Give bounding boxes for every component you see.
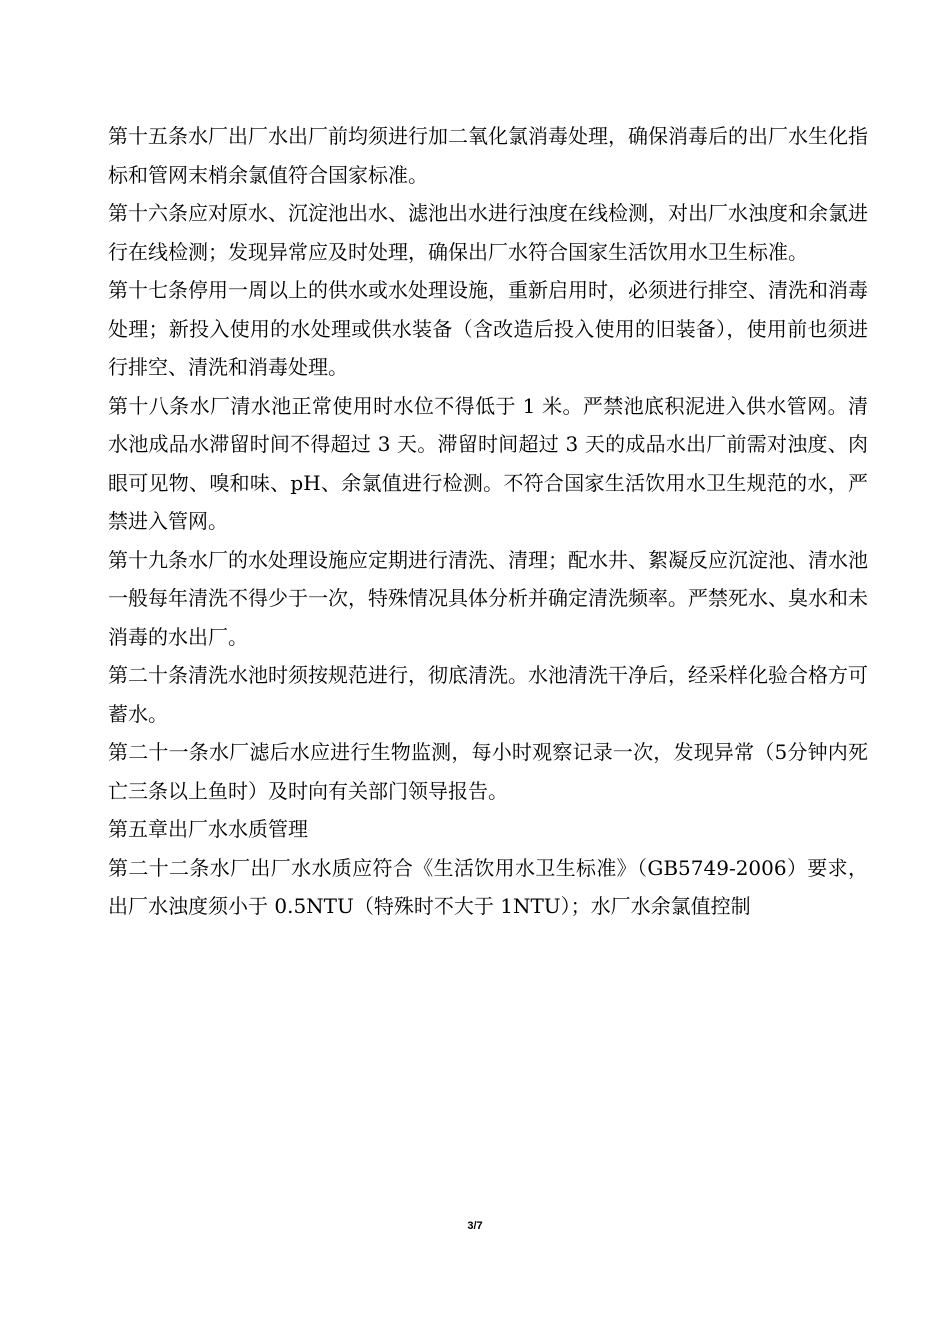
chapter-heading-5: 第五章出厂水水质管理 — [108, 817, 308, 841]
page-number: 3/7 — [467, 1220, 483, 1232]
paragraph-article-18: 第十八条水厂清水池正常使用时水位不得低于 1 米。严禁池底积泥进入供水管网。清水池成品水滞留时间不得超过 3 天。滞留时间超过 3 天的成品水出厂前需对浊度、肉眼可见物、嗅和味、pH、余氯值进行检测。不符合国家生活饮用水卫生规范的水，严禁进入管网。 — [108, 393, 868, 533]
paragraph-article-16: 第十六条应对原水、沉淀池出水、滤池出水进行浊度在线检测，对出厂水浊度和余氯进行在线检测；发现异常应及时处理，确保出厂水符合国家生活饮用水卫生标准。 — [108, 201, 868, 264]
paragraph-article-19: 第十九条水厂的水处理设施应定期进行清洗、清理；配水井、絮凝反应沉淀池、清水池一般每年清洗不得少于一次，特殊情况具体分析并确定清洗频率。严禁死水、臭水和未消毒的水出厂。 — [108, 547, 868, 649]
paragraph-article-17: 第十七条停用一周以上的供水或水处理设施，重新启用时，必须进行排空、清洗和消毒处理；新投入使用的水处理或供水装备（含改造后投入使用的旧装备），使用前也须进行排空、清洗和消毒处理。 — [108, 278, 868, 379]
document-body — [108, 117, 868, 926]
paragraph-article-21: 第二十一条水厂滤后水应进行生物监测，每小时观察记录一次，发现异常（5分钟内死亡三条以上鱼时）及时向有关部门领导报告。 — [108, 740, 868, 803]
paragraph-article-20: 第二十条清洗水池时须按规范进行，彻底清洗。水池清洗干净后，经采样化验合格方可蓄水。 — [108, 663, 868, 726]
paragraph-article-22: 第二十二条水厂出厂水水质应符合《生活饮用水卫生标准》（GB5749-2006）要求，出厂水浊度须小于 0.5NTU（特殊时不大于 1NTU）；水厂水余氯值控制 — [108, 855, 868, 918]
paragraph-article-15: 第十五条水厂出厂水出厂前均须进行加二氧化氯消毒处理，确保消毒后的出厂水生化指标和管网末梢余氯值符合国家标准。 — [108, 124, 868, 187]
